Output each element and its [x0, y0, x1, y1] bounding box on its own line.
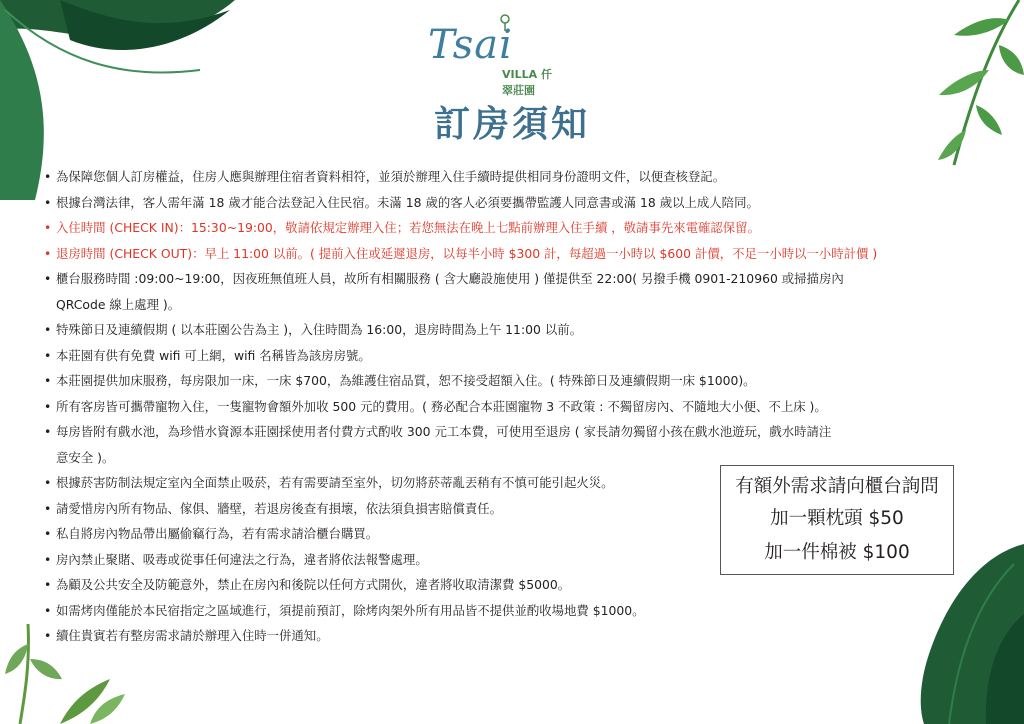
rule-text: 根據台灣法律，客人需年滿 18 歲才能合法登記入住民宿。未滿 18 歲的客人必須要攜帶監護人同意書或滿 18 歲以上成人陪同。 — [56, 194, 759, 210]
extra-requests-box — [720, 465, 954, 575]
extra-item-pillow: 加一顆枕頭 $50 — [770, 508, 904, 529]
rule-item — [44, 343, 994, 369]
rule-text: 續住貴賓若有整房需求請於辦理入住時一併通知。 — [56, 628, 329, 643]
rule-item — [44, 623, 994, 649]
rule-text: 私自將房內物品帶出屬偷竊行為，若有需求請洽櫃台購買。 — [56, 526, 379, 541]
rule-text-continuation: QRCode 線上處理 )。 — [56, 296, 181, 312]
page-title: 訂房須知 — [433, 104, 590, 145]
rule-item — [44, 190, 994, 216]
rule-item — [44, 215, 994, 241]
rule-text: 本莊園有供有免費 wifi 可上網，wifi 名稱皆為該房房號。 — [56, 347, 371, 363]
extra-item-quilt: 加一件棉被 $100 — [764, 542, 910, 563]
rule-item — [44, 164, 994, 190]
rule-text-continuation: 意安全 )。 — [56, 449, 115, 465]
rule-text: 入住時間 (CHECK IN)：15:30~19:00，敬請依規定辦理入住；若您無法在晚上七點前辦理入住手續 ，敬請事先來電確認保留。 — [56, 220, 760, 235]
rule-item — [44, 572, 994, 598]
booking-rules-list — [44, 164, 994, 649]
brand-logo — [428, 8, 558, 97]
rule-text: 為保障您個人訂房權益，住房人應與辦理住宿者資料相符，並須於辦理入住手續時提供相同身份證明文件，以便查核登記。 — [56, 169, 726, 184]
rule-text: 所有客房皆可攜帶寵物入住，一隻寵物會額外加收 500 元的費用。( 務必配合本莊園寵物 3 不政策 : 不獨留房內、不隨地大小便、不上床 )。 — [56, 398, 827, 414]
rule-text: 每房皆附有戲水池，為珍惜水資源本莊園採使用者付費方式酌收 300 元工本費，可使用至退房 ( 家長請勿獨留小孩在戲水池遊玩，戲水時請注 — [56, 424, 832, 439]
rule-item — [44, 266, 994, 317]
rule-text: 本莊園提供加床服務，每房限加一床，一床 $700，為維護住宿品質，恕不接受超額入住。( 特殊節日及連續假期一床 $1000)。 — [56, 373, 756, 388]
logo-wordmark: Tsai — [428, 22, 513, 68]
rule-text: 特殊節日及連續假期 ( 以本莊園公告為主 )，入住時間為 16:00，退房時間為上午 11:00 以前。 — [56, 322, 582, 337]
logo-subtitle: VILLA 仟翠莊園 — [502, 68, 552, 97]
rule-text: 為顧及公共安全及防範意外，禁止在房內和後院以任何方式開伙，違者將收取清潔費 $5000。 — [56, 577, 571, 592]
rule-item — [44, 368, 994, 394]
rule-text: 房內禁止聚賭、吸毒或從事任何違法之行為，違者將依法報警處理。 — [56, 551, 428, 567]
rule-item — [44, 394, 994, 420]
rule-text: 退房時間 (CHECK OUT)：早上 11:00 以前。( 提前入住或延遲退房，以每半小時 $300 計，每超過一小時以 $600 計價，不足一小時以一小時計價 ) — [56, 245, 878, 261]
rule-text: 請愛惜房內所有物品、傢俱、牆壁，若退房後查有損壞，依法須負損害賠償責任。 — [56, 500, 503, 516]
rule-item — [44, 598, 994, 624]
rule-text: 根據菸害防制法規定室內全面禁止吸菸，若有需要請至室外，切勿將菸蒂亂丟稍有不慎可能引起火災。 — [56, 475, 614, 490]
rule-item — [44, 419, 994, 470]
rule-item — [44, 317, 994, 343]
rule-text: 如需烤肉僅能於本民宿指定之區域進行，須提前預訂，除烤肉架外所有用品皆不提供並酌收場地費 $1000。 — [56, 602, 645, 618]
rule-text: 櫃台服務時間 :09:00~19:00，因夜班無值班人員，故所有相關服務 ( 含大廳設施使用 ) 僅提供至 22:00( 另撥手機 0901-210960 或掃描房內 — [56, 271, 844, 286]
rule-item — [44, 241, 994, 267]
extra-requests-title: 有額外需求請向櫃台詢問 — [735, 476, 939, 497]
